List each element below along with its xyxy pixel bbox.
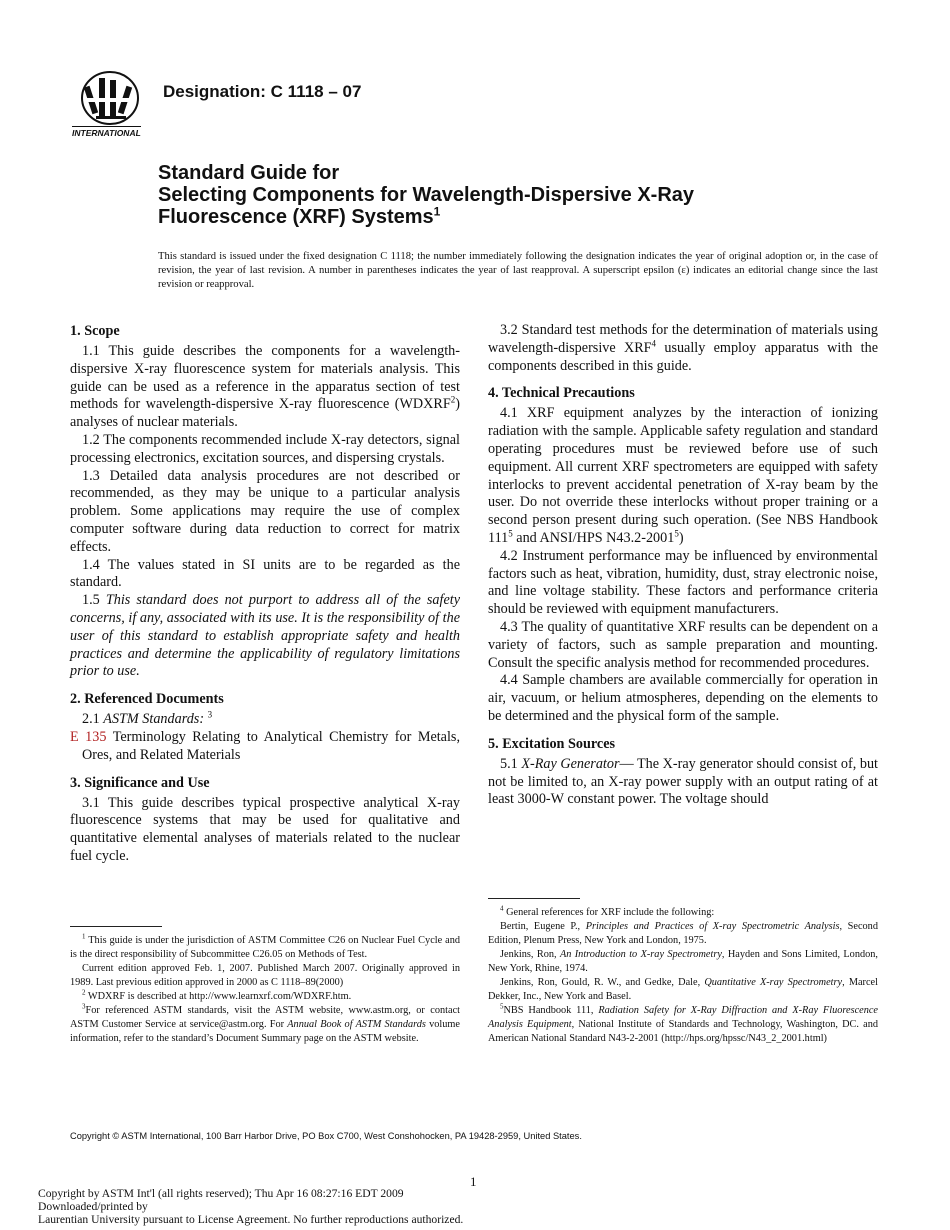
paragraph-2-1: 2.1 ASTM Standards: $^3$	[82, 709, 213, 728]
section-heading: 2. Referenced Documents	[70, 691, 224, 708]
logo-text: INTERNATIONAL	[72, 128, 141, 138]
section-heading: 5. Excitation Sources	[488, 735, 616, 752]
reference-e135: E 135 Terminology Relating to Analytical Chemistry for Metals, Ores, and Related Materials	[70, 728, 460, 763]
paragraph-1-4: 1.4 The values stated in SI units are to be regarded as the standard.	[70, 556, 460, 591]
footer-line-1: Copyright by ASTM Int'l (all rights reserved); Thu Apr 16 08:27:16 EDT 2009	[38, 1187, 404, 1200]
footnote-4-ref-3: Jenkins, Ron, Gould, R. W., and Gedke, Dale, Quantitative X-ray Spectrometry, Marcel Dekker, Inc., New York and Basel.	[488, 977, 878, 1002]
section-heading: 1. Scope	[70, 323, 120, 339]
footer-line-3: Laurentian University pursuant to License Agreement. No further reproductions authorized.	[38, 1213, 464, 1226]
left-column	[70, 322, 460, 875]
paragraph-4-1: 4.1 XRF equipment analyzes by the interaction of ionizing radiation with the sample. Applicable safety regulation and standard operating procedures must be reviewed before use of such equipment. All current XRF spectrometers are equipped with safety interlocks to prevent accidental penetration of X-ray beam by the user. Do not override these interlocks without proper training or a second person present during such operation. (See NBS Handbook $111^5$ and ANSI/HPS N43.2-2001$^5$)	[488, 405, 878, 546]
issuance-notice: This standard is issued under the fixed designation C 1118; the number immediately following the designation indicates the year of original adoption or, in the case of revision, the year of last revision. A number in parentheses indicates the year of last reapproval. A superscript epsilon (ε) indicates an editorial change since the last revision or reapproval.	[158, 251, 878, 290]
section-technical-precautions	[488, 384, 878, 725]
section-significance	[70, 774, 460, 866]
paragraph-4-4: 4.4 Sample chambers are available commercially for operation in air, vacuum, or helium atmospheres, depending on the elements to be determined and the physical form of the sample.	[488, 672, 878, 724]
section-heading: 4. Technical Precautions	[488, 385, 635, 402]
paragraph-4-2: 4.2 Instrument performance may be influenced by environmental factors such as heat, vibration, humidity, dust, stray electronic noise, and line voltage stability. These factors and performance criteria should be reviewed with equipment manufacturers.	[488, 547, 878, 618]
footnote-4: $^4$ General references for XRF include the following:	[500, 904, 715, 918]
reference-link-e135[interactable]: E 135	[70, 728, 107, 745]
title-footnote-mark: 1	[433, 204, 441, 219]
copyright-line: Copyright © ASTM International, 100 Barr Harbor Drive, PO Box C700, West Conshohocken, PA 19428-2959, United States.	[70, 1131, 582, 1141]
footnote-2: $^2$ WDXRF is described at http://www.learnxrf.com/WDXRF.htm.	[82, 988, 352, 1002]
footnote-rule-right	[488, 898, 580, 899]
footnotes-right	[488, 906, 878, 1046]
section-scope	[70, 322, 460, 681]
page-number: 1	[470, 1174, 477, 1189]
document-title	[158, 162, 878, 228]
astm-logo	[70, 70, 152, 140]
title-line-3: Fluorescence (XRF) Systems$^1$	[158, 204, 441, 228]
paragraph-3-1: 3.1 This guide describes typical prospective analytical X-ray fluorescence systems that may be used for qualitative and quantitative elemental analyses of materials related to the nuclear fuel cycle.	[70, 794, 460, 864]
paragraph-1-5: 1.5 This standard does not purport to address all of the safety concerns, if any, associated with its use. It is the responsibility of the user of this standard to establish appropriate safety and health practices and determine the applicability of regulatory limitations prior to use.	[70, 592, 460, 680]
paragraph-1-2: 1.2 The components recommended include X-ray detectors, signal processing electronics, excitation sources, and dispersing crystals.	[70, 431, 460, 466]
footnote-rule-left	[70, 926, 162, 927]
designation: Designation: C 1118 – 07	[163, 82, 362, 101]
paragraph-5-1: 5.1 X-Ray Generator— The X-ray generator should consist of, but not be limited to, an X-ray power supply with an output rating of at least 3000-W constant power. The voltage should	[488, 755, 878, 808]
paragraph-4-3: 4.3 The quality of quantitative XRF results can be dependent on a variety of factors, such as sample preparation and mounting. Consult the specific analysis method for recommended procedures.	[488, 618, 878, 671]
title-line-2: Selecting Components for Wavelength-Dispersive X-Ray	[158, 184, 695, 206]
section-significance-cont	[488, 322, 878, 375]
footer-line-2: Downloaded/printed by	[38, 1200, 148, 1213]
right-column	[488, 322, 878, 818]
download-footer	[38, 1187, 463, 1226]
footnote-4-ref-2: Jenkins, Ron, An Introduction to X-ray Spectrometry, Hayden and Sons Limited, London, New York, Rhine, 1974.	[488, 949, 878, 974]
section-excitation-sources	[488, 735, 878, 809]
section-referenced-documents	[70, 690, 460, 764]
footnote-4-ref-1: Bertin, Eugene P., Principles and Practices of X-ray Spectrometric Analysis, Second Edition, Plenum Press, New York and London, 1975.	[488, 921, 878, 946]
footnotes-left	[70, 934, 460, 1046]
section-heading: 3. Significance and Use	[70, 774, 210, 791]
footnote-3: $^3$For referenced ASTM standards, visit the ASTM website, www.astm.org, or contact ASTM Customer Service at service@astm.org. For Annual Book of ASTM Standards volume information, refer to the standard’s Document Summary page on the ASTM website.	[70, 1002, 460, 1044]
footnote-1: $^1$ This guide is under the jurisdiction of ASTM Committee C26 on Nuclear Fuel Cycle and is the direct responsibility of Subcommittee C26.05 on Methods of Test.	[70, 932, 460, 960]
footnote-1-edition: Current edition approved Feb. 1, 2007. Published March 2007. Originally approved in 1989. Last previous edition approved in 2000 as C 1118–89(2000)	[70, 963, 460, 988]
footnote-5: $^5$NBS Handbook 111, Radiation Safety for X-Ray Diffraction and X-Ray Fluorescence Analysis Equipment, National Institute of Standards and Technology, Washington, DC. and American National Standard N43-2-2001 (http://hps.org/hpssc/N43_2_2001.html)	[488, 1002, 879, 1044]
paragraph-3-2: 3.2 Standard test methods for the determination of materials using wavelength-dispersive XRF$^4$ usually employ apparatus with the components described in this guide.	[488, 322, 878, 374]
title-line-1: Standard Guide for	[158, 162, 340, 184]
paragraph-1-3: 1.3 Detailed data analysis procedures are not described or recommended, as they may be unique to a particular analysis problem. Some applications may require the use of complex computer software during data reduction to correct for matrix effects.	[70, 467, 460, 555]
paragraph-1-1: 1.1 This guide describes the components for a wavelength-dispersive X-ray fluorescence system for materials analysis. This guide can be used as a reference in the apparatus section of test methods for wavelength-dispersive X-ray fluorescence (WDXRF$^2$) analyses of nuclear materials.	[70, 343, 460, 431]
